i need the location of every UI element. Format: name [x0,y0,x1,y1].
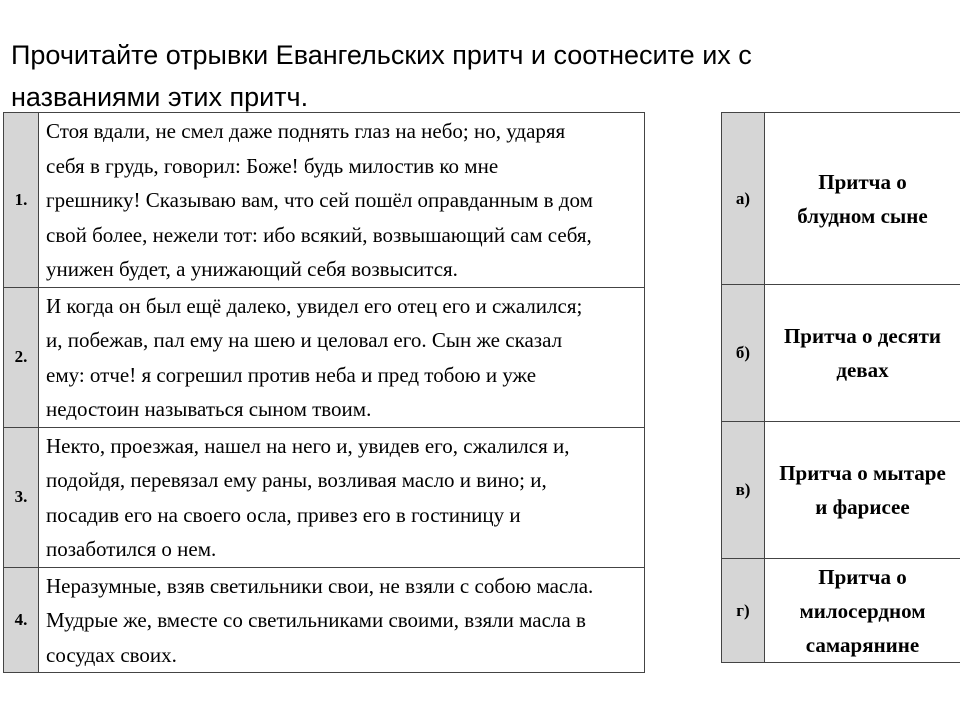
excerpt-line: унижен будет, а унижающий себя возвысится. [46,257,458,281]
excerpt-line: Некто, проезжая, нашел на него и, увидев его, сжалился и, [46,433,570,458]
parable-letter: в) [722,422,765,559]
parable-title [765,113,960,285]
excerpt-text [39,113,645,288]
excerpt-line: позаботился о нем. [46,537,217,561]
excerpt-line: Стоя вдали, не смел даже поднять глаз на небо; но, ударяя [46,119,566,143]
parable-title [765,285,960,422]
parable-title [765,559,960,663]
title-line-2: названиями этих притч. [11,82,309,112]
parable-title-line: Притча о десяти [783,324,942,348]
excerpt-text [39,427,645,567]
parable-title-line: милосердном [799,598,926,623]
excerpt-line: подойдя, перевязал ему раны, возливая масло и вино; и, [46,468,547,492]
parable-letter: а) [722,113,765,285]
excerpt-row-3 [4,427,645,567]
excerpt-line: свой более, нежели тот: ибо всякий, возвышающий сам себя, [46,222,592,247]
excerpt-number: 1. [4,113,39,288]
parable-letter: б) [722,285,765,422]
excerpt-row-1 [4,113,645,288]
excerpt-line: сосудах своих. [46,642,177,667]
excerpts-table [3,112,645,673]
excerpt-line: недостоин называться сыном твоим. [46,397,372,421]
excerpt-number: 3. [4,427,39,567]
page-title [11,34,911,118]
excerpt-line: посадив его на своего осла, привез его в гостиницу и [46,502,521,527]
excerpt-line: и, побежав, пал ему на шею и целовал его. Сын же сказал [46,328,563,352]
excerpt-text [39,287,645,427]
excerpt-line: И когда он был ещё далеко, увидел его отец его и сжалился; [46,293,583,318]
parables-table [721,112,960,663]
excerpt-number: 4. [4,567,39,673]
excerpt-number: 2. [4,287,39,427]
parable-letter: г) [722,559,765,663]
excerpt-text [39,567,645,673]
excerpt-row-2 [4,287,645,427]
parable-title-line: Притча о [818,169,907,194]
parable-row-b [722,285,960,422]
parable-title-line: блудном сыне [797,203,928,228]
excerpt-line: ему: отче! я согрешил против неба и пред тобою и уже [46,362,537,387]
parable-row-v [722,422,960,559]
parable-row-a [722,113,960,285]
excerpt-row-4 [4,567,645,673]
parable-row-g [722,559,960,663]
title-line-1: Прочитайте отрывки Евангельских притч и соотнесите их с [11,40,752,70]
excerpt-line: Неразумные, взяв светильники свои, не взяли с собою масла. [46,573,594,598]
parable-title-line: Притча о [818,564,907,589]
parable-title-line: девах [836,358,889,382]
parable-title [765,422,960,559]
parable-title-line: самарянине [805,632,920,657]
excerpt-line: себя в грудь, говорил: Боже! будь милостив ко мне [46,153,499,178]
excerpt-line: грешнику! Сказываю вам, что сей пошёл оправданным в дом [46,188,593,212]
parable-title-line: и фарисее [815,495,910,519]
parable-title-line: Притча о мытаре [779,461,946,485]
excerpt-line: Мудрые же, вместе со светильниками своими, взяли масла в [46,608,586,632]
